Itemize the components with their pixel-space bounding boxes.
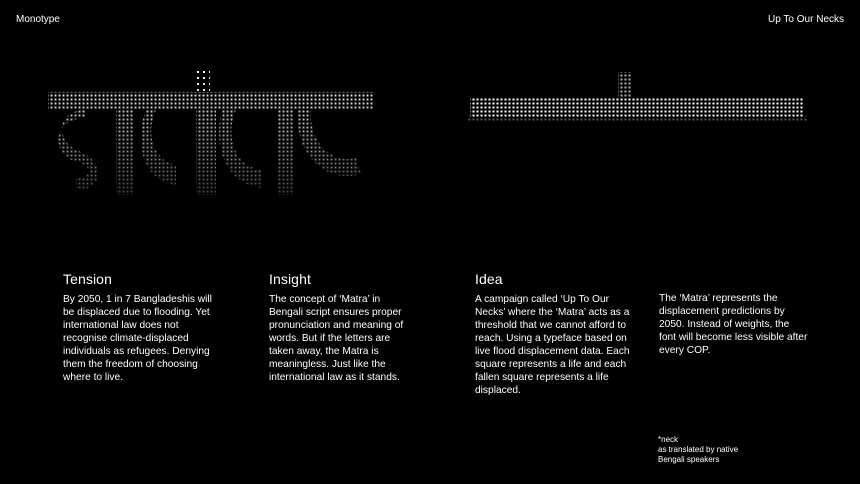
matra-note-body: The ‘Matra’ represents the displacement predictions by 2050. Instead of weights, the font will become less visible after every COP. <box>659 293 808 356</box>
idea-heading: Idea <box>475 271 503 287</box>
tension-body: By 2050, 1 in 7 Bangladeshis will be displaced due to flooding. Yet international law does not recognise climate-displaced individuals as refugees. Denying them the freedom of choosing where to live. <box>63 294 212 383</box>
insight-heading: Insight <box>269 271 311 287</box>
footnote-line-1: *neck <box>658 435 679 444</box>
dotted-matra-bar <box>468 70 808 130</box>
tension-heading: Tension <box>63 271 112 287</box>
insight-column <box>269 271 409 384</box>
idea-column <box>475 271 630 397</box>
brand-label: Monotype <box>16 14 60 25</box>
matra-note-column <box>659 292 809 357</box>
insight-body: The concept of ‘Matra’ in Bengali script ensures proper pronunciation and meaning of words. But if the letters are taken away, the Matra is meaningless. Just like the international law as it stands. <box>269 294 404 383</box>
idea-body: A campaign called ‘Up To Our Necks’ where the ‘Matra’ acts as a threshold that we cannot afford to reach. Using a typeface based on live flood displacement data. Each square represents a life and each fallen square represents a life displaced. <box>475 294 630 396</box>
tension-column <box>63 271 223 384</box>
dotted-bengali-word-full <box>46 70 376 210</box>
footnote-line-2: as translated by native <box>658 445 739 454</box>
footnote <box>658 435 798 465</box>
footnote-line-3: Bengali speakers <box>658 455 720 464</box>
project-title: Up To Our Necks <box>768 14 844 25</box>
